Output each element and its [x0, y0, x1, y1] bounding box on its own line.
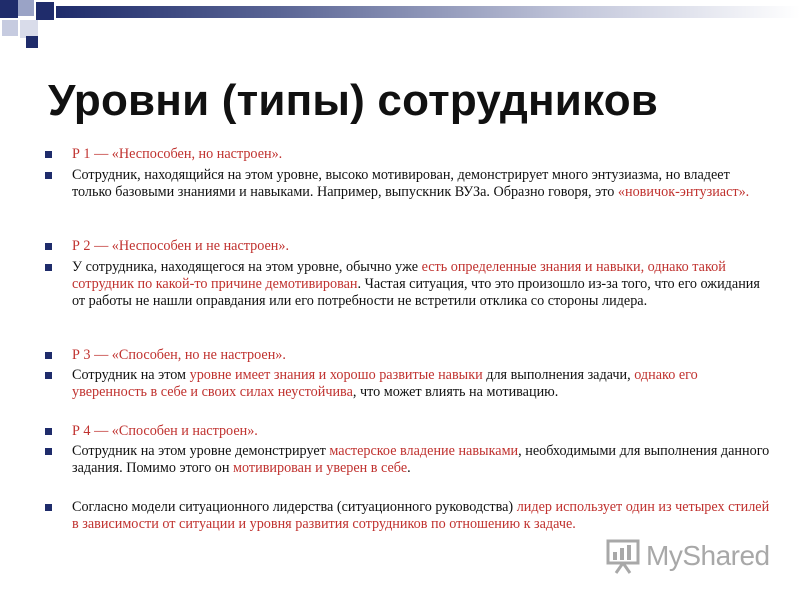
highlighted-text: Р 3 — «Способен, но не настроен». — [72, 347, 286, 363]
list-item — [72, 259, 772, 310]
deco-square — [0, 0, 18, 18]
body-text: Сотрудник на этом уровне демонстрирует — [72, 443, 330, 459]
deco-square — [2, 20, 18, 36]
highlighted-text: лидер использует один из четырех стилей в зависимости от ситуации и уровня развития сотрудников по отношению к задаче. — [72, 499, 770, 532]
body-text: . — [407, 460, 411, 476]
list-item — [72, 146, 772, 163]
deco-square — [26, 36, 38, 48]
list-item — [72, 167, 772, 201]
body-text: У сотрудника, находящегося на этом уровне, обычно уже — [72, 259, 422, 275]
highlighted-text: Р 4 — «Способен и настроен». — [72, 423, 258, 439]
body-text: Сотрудник, находящийся на этом уровне, высоко мотивирован, демонстрирует много энтузиазма, но владеет только базовыми знаниями и навыками. Например, выпускник ВУЗа. Образно говоря, это — [72, 167, 730, 200]
highlighted-text: есть определенные знания и навыки, однако такой сотрудник по какой-то причине демотивирован — [72, 259, 726, 292]
highlighted-text: «новичок-энтузиаст». — [617, 184, 750, 200]
body-text: для выполнения задачи, — [482, 367, 635, 383]
header-decoration — [0, 0, 800, 50]
body-text: , необходимыми для выполнения данного задания. Помимо этого он — [72, 443, 770, 476]
myshared-logo — [606, 536, 770, 576]
list-item — [72, 423, 772, 440]
deco-square — [36, 2, 54, 20]
highlighted-text: уровне имеет знания и хорошо развитые навыки — [189, 367, 483, 383]
body-text: , что может влиять на мотивацию. — [352, 384, 559, 400]
list-item — [72, 347, 772, 364]
highlighted-text: однако его уверенность в себе и своих силах неустойчива — [72, 367, 698, 400]
list-item — [72, 238, 772, 255]
logo-text: MyShared — [646, 540, 770, 571]
body-text: Сотрудник на этом — [72, 367, 190, 383]
presentation-board-icon — [606, 538, 640, 574]
highlighted-text: Р 2 — «Неспособен и не настроен». — [72, 238, 290, 254]
highlighted-text: мастерское владение навыками — [329, 443, 519, 459]
highlighted-text: Р 1 — «Неспособен, но настроен». — [72, 146, 283, 162]
list-item — [72, 499, 772, 533]
body-text: . Частая ситуация, что это произошло из-за того, что его ожидания от работы не нашли оправдания или его потребности не встретили отклика со стороны лидера. — [72, 276, 760, 309]
list-item — [72, 367, 772, 401]
header-gradient-bar — [56, 6, 800, 18]
body-text: Согласно модели ситуационного лидерства (ситуационного руководства) — [72, 499, 517, 515]
list-item — [72, 443, 772, 477]
page-title: Уровни (типы) сотрудников — [48, 76, 659, 125]
deco-square — [18, 0, 34, 16]
highlighted-text: мотивирован и уверен в себе — [233, 460, 408, 476]
